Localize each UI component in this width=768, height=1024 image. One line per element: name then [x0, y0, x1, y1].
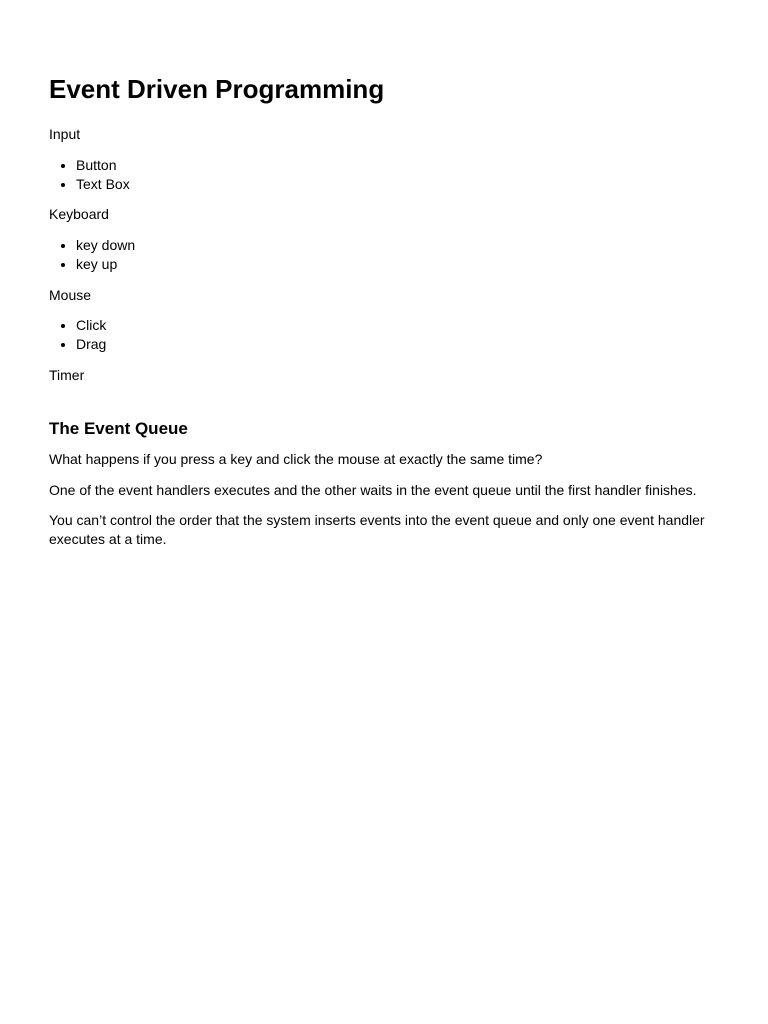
- list-item: • key up: [76, 255, 135, 274]
- section-heading: The Event Queue: [49, 419, 188, 438]
- category-label-mouse: Mouse: [49, 287, 92, 303]
- keyboard-list: [49, 236, 135, 273]
- list-item: • Drag: [76, 335, 106, 354]
- list-item: • key down: [76, 236, 135, 255]
- list-item: • Text Box: [76, 175, 130, 194]
- input-list: [49, 156, 130, 193]
- paragraph: You can’t control the order that the system inserts events into the event queue and only one event handler executes at a time.: [49, 512, 705, 547]
- list-item: • Button: [76, 156, 130, 175]
- paragraph: One of the event handlers executes and the other waits in the event queue until the first handler finishes.: [49, 482, 697, 498]
- mouse-list: [49, 316, 106, 353]
- category-label-timer: Timer: [49, 367, 85, 383]
- list-item: • Click: [76, 316, 106, 335]
- category-label-keyboard: Keyboard: [49, 206, 109, 222]
- category-label-input: Input: [49, 126, 81, 142]
- paragraph: What happens if you press a key and click the mouse at exactly the same time?: [49, 451, 543, 467]
- page-title: Event Driven Programming: [49, 74, 385, 104]
